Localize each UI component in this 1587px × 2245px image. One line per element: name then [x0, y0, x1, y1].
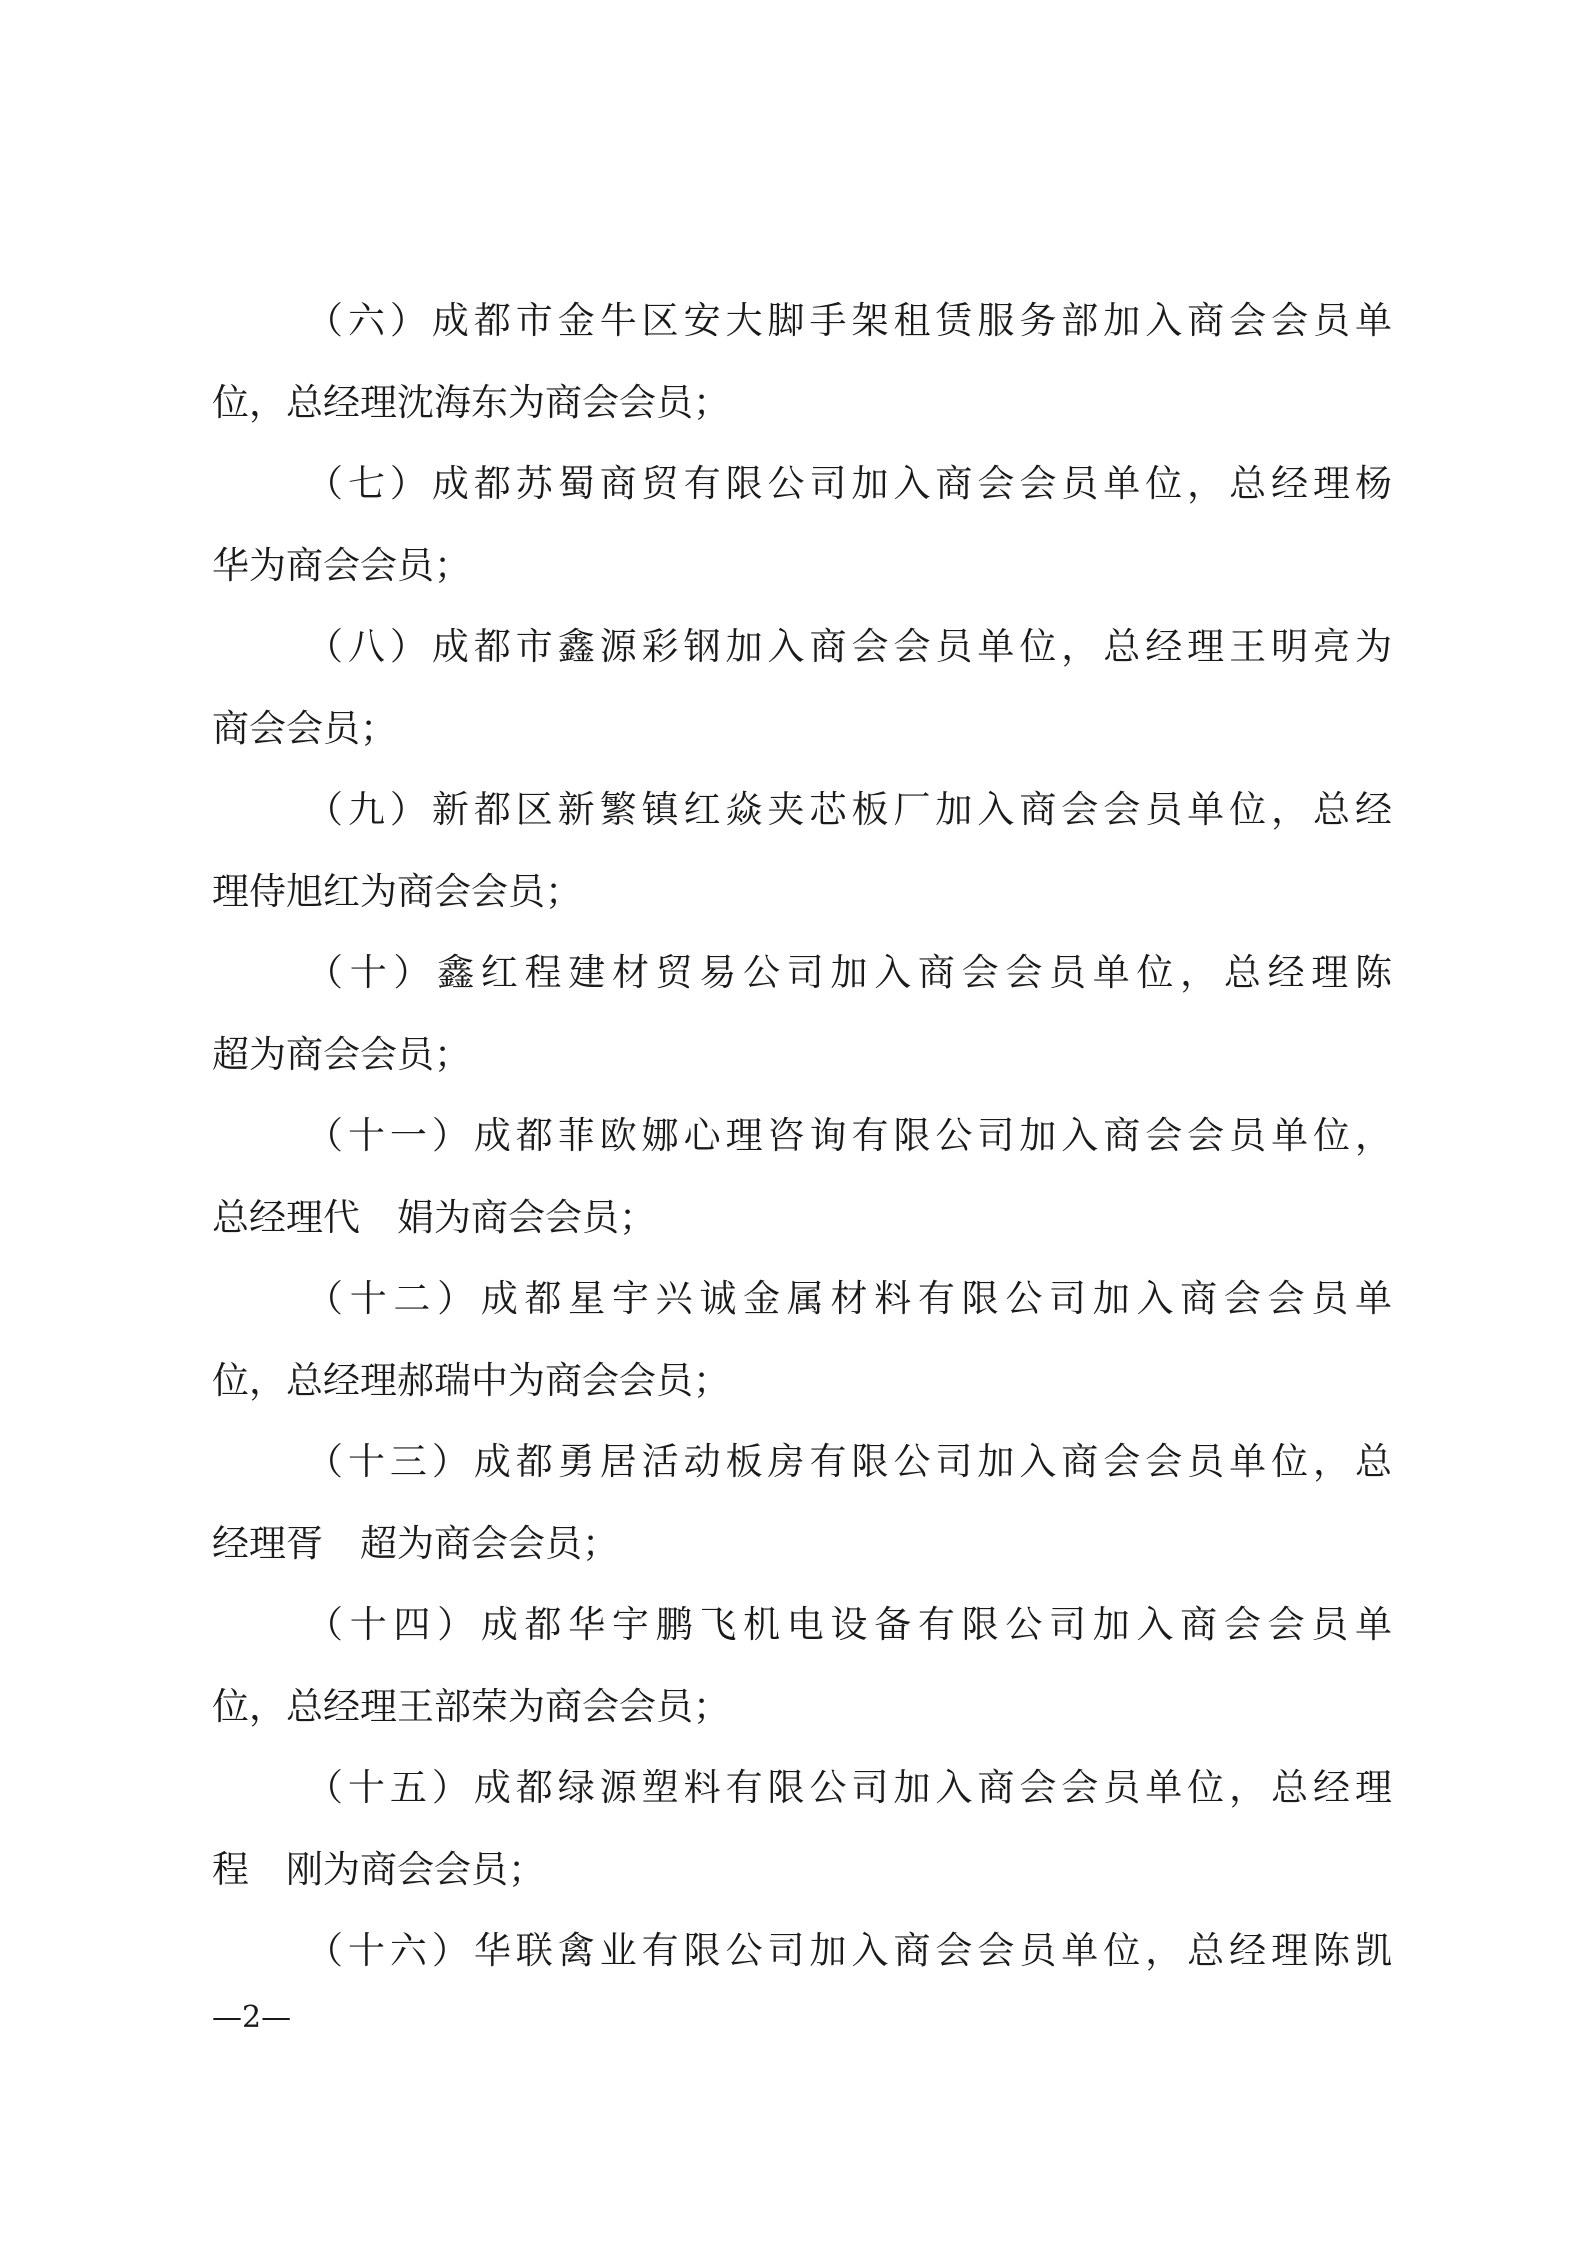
paragraph-7-line-1: （七）成都苏蜀商贸有限公司加入商会会员单位，总经理杨 [306, 462, 1392, 505]
paragraph-9-line-2: 理侍旭红为商会会员； [212, 869, 582, 913]
paragraph-11-line-2: 总经理代 娟为商会会员； [212, 1195, 656, 1239]
document-body [212, 280, 1392, 1992]
page-number: —2— [212, 2000, 292, 2035]
paragraph-15-line-1: （十五）成都绿源塑料有限公司加入商会会员单位，总经理 [306, 1766, 1392, 1809]
paragraph-10-line-2: 超为商会会员； [212, 1032, 471, 1076]
paragraph-12-line-2: 位，总经理郝瑞中为商会会员； [212, 1358, 730, 1402]
paragraph-8-line-1: （八）成都市鑫源彩钢加入商会会员单位，总经理王明亮为 [306, 625, 1392, 668]
paragraph-15-line-2: 程 刚为商会会员； [212, 1847, 545, 1891]
paragraph-16-line-1: （十六）华联禽业有限公司加入商会会员单位，总经理陈凯 [306, 1929, 1392, 1972]
paragraph-14-line-2: 位，总经理王部荣为商会会员； [212, 1684, 730, 1728]
paragraph-8-line-2: 商会会员； [212, 706, 397, 750]
paragraph-11-line-1: （十一）成都菲欧娜心理咨询有限公司加入商会会员单位， [306, 1114, 1392, 1157]
paragraph-6-line-1: （六）成都市金牛区安大脚手架租赁服务部加入商会会员单 [306, 299, 1392, 342]
paragraph-10-line-1: （十）鑫红程建材贸易公司加入商会会员单位，总经理陈 [306, 951, 1392, 994]
paragraph-14-line-1: （十四）成都华宇鹏飞机电设备有限公司加入商会会员单 [306, 1603, 1392, 1646]
paragraph-12-line-1: （十二）成都星宇兴诚金属材料有限公司加入商会会员单 [306, 1277, 1392, 1320]
paragraph-7-line-2: 华为商会会员； [212, 543, 471, 587]
paragraph-6-line-2: 位，总经理沈海东为商会会员； [212, 380, 730, 424]
paragraph-13-line-1: （十三）成都勇居活动板房有限公司加入商会会员单位，总 [306, 1440, 1392, 1483]
paragraph-13-line-2: 经理胥 超为商会会员； [212, 1521, 619, 1565]
paragraph-9-line-1: （九）新都区新繁镇红焱夹芯板厂加入商会会员单位，总经 [306, 788, 1392, 831]
